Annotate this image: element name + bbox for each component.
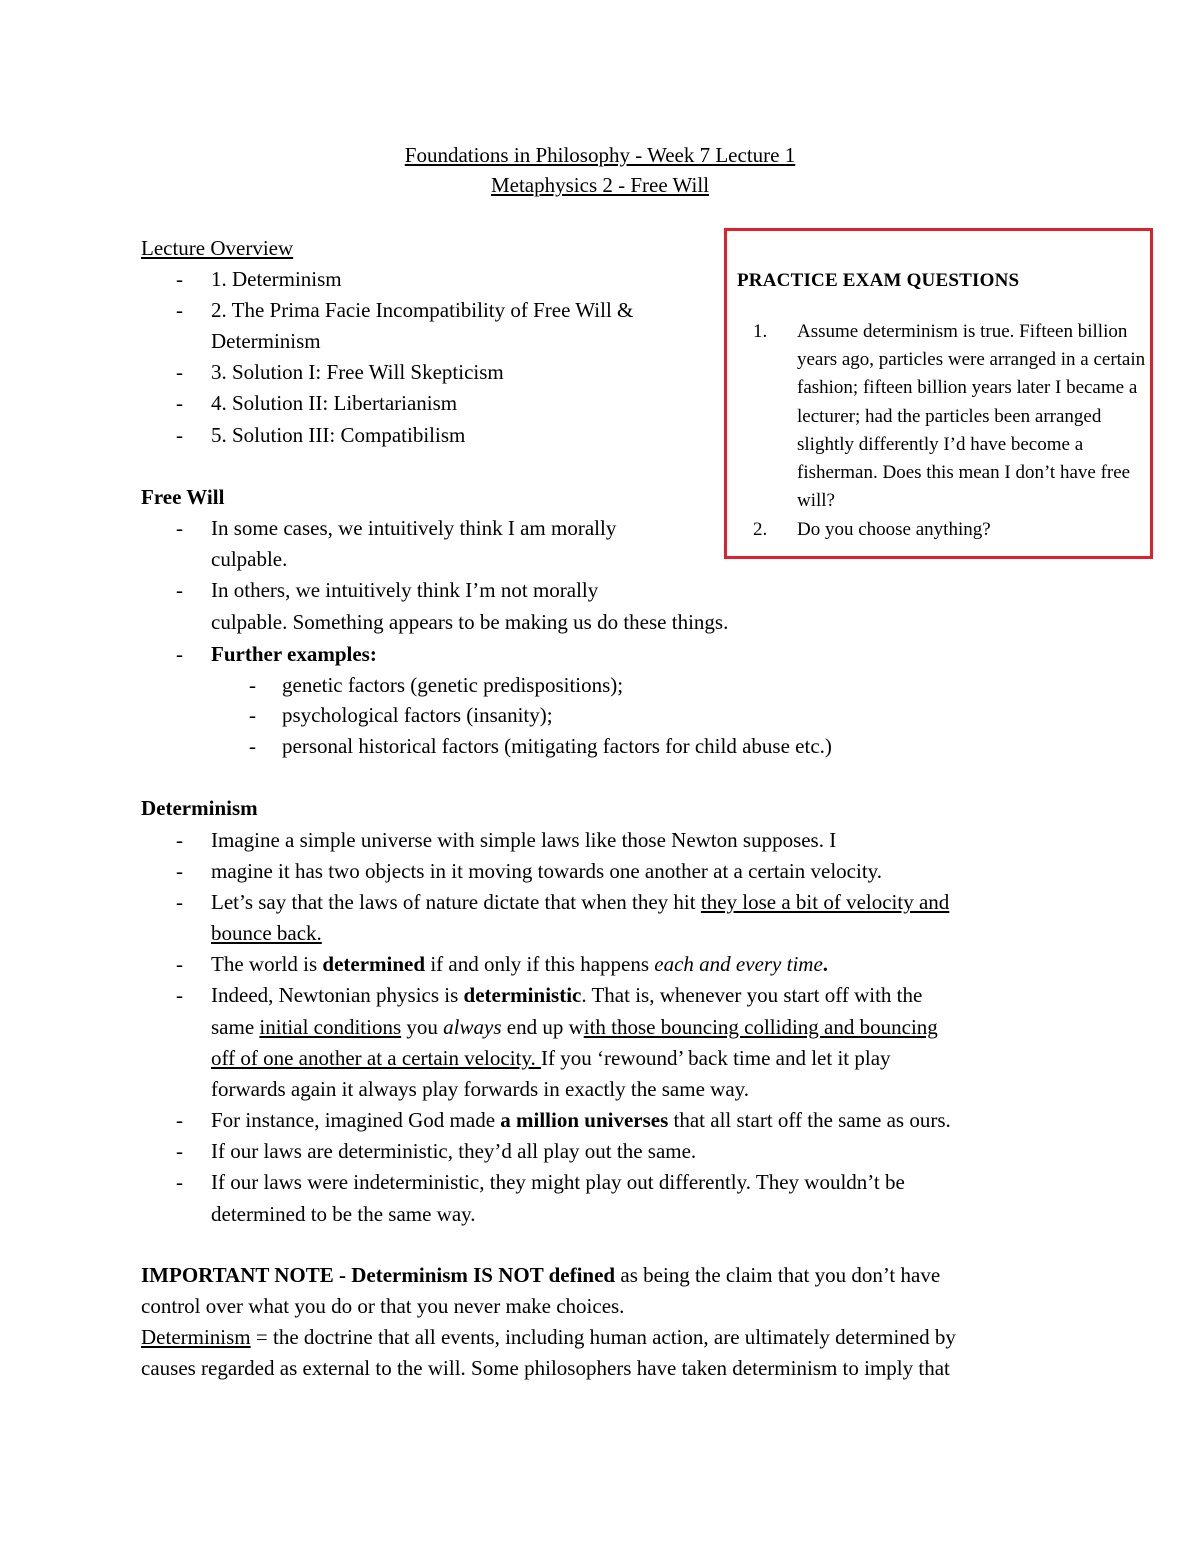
determinism-definition: causes regarded as external to the will. Some philosophers have taken determinism to imply that xyxy=(141,1356,950,1380)
determinism-point: Indeed, Newtonian physics is deterministic. That is, whenever you start off with the xyxy=(211,983,923,1007)
question-1-line: will? xyxy=(797,490,835,511)
example-item: genetic factors (genetic predispositions); xyxy=(282,673,624,697)
question-1-line: lecturer; had the particles been arranged xyxy=(797,406,1102,427)
determinism-point: If our laws were indeterministic, they might play out differently. They wouldn’t be xyxy=(211,1170,905,1194)
determinism-definition: Determinism = the doctrine that all events, including human action, are ultimately determined by xyxy=(141,1325,956,1349)
important-note: control over what you do or that you never make choices. xyxy=(141,1294,625,1318)
document-title: Foundations in Philosophy - Week 7 Lecture 1 xyxy=(404,143,796,167)
bullet-dash: - xyxy=(176,828,183,852)
determinism-point: determined to be the same way. xyxy=(211,1202,476,1226)
determinism-point: off of one another at a certain velocity. If you ‘rewound’ back time and let it play xyxy=(211,1046,891,1070)
question-1-line: fashion; fifteen billion years later I became a xyxy=(797,377,1138,398)
bullet-dash: - xyxy=(176,952,183,976)
question-2-text: Do you choose anything? xyxy=(797,519,991,540)
determinism-point: magine it has two objects in it moving towards one another at a certain velocity. xyxy=(211,859,883,883)
overview-heading: Lecture Overview xyxy=(141,236,294,260)
bullet-dash: - xyxy=(176,516,183,540)
determinism-point: Let’s say that the laws of nature dictate that when they hit they lose a bit of velocity and xyxy=(211,890,950,914)
document-subtitle: Metaphysics 2 - Free Will xyxy=(490,173,710,197)
bullet-dash: - xyxy=(176,1108,183,1132)
overview-item: 4. Solution II: Libertarianism xyxy=(211,391,458,415)
bullet-dash: - xyxy=(176,298,183,322)
example-item: psychological factors (insanity); xyxy=(282,703,553,727)
overview-item: 3. Solution I: Free Will Skepticism xyxy=(211,360,504,384)
bullet-dash: - xyxy=(176,983,183,1007)
bullet-dash: - xyxy=(176,890,183,914)
determinism-heading: Determinism xyxy=(141,796,258,820)
determinism-point: bounce back. xyxy=(211,921,322,945)
further-examples: Further examples: xyxy=(211,642,377,666)
free-will-point: In others, we intuitively think I’m not morally xyxy=(211,578,599,602)
determinism-point: Imagine a simple universe with simple laws like those Newton supposes. I xyxy=(211,828,837,852)
determinism-point: same initial conditions you always end up with those bouncing colliding and bouncing xyxy=(211,1015,938,1039)
bullet-dash: - xyxy=(176,1170,183,1194)
determinism-point: forwards again it always play forwards in exactly the same way. xyxy=(211,1077,750,1101)
overview-item: 5. Solution III: Compatibilism xyxy=(211,423,466,447)
overview-item: Determinism xyxy=(211,329,321,353)
sub-bullet-dash: - xyxy=(249,734,256,758)
question-1-line: slightly differently I’d have become a xyxy=(797,434,1084,455)
bullet-dash: - xyxy=(176,391,183,415)
question-number: 2. xyxy=(753,519,768,540)
bullet-dash: - xyxy=(176,859,183,883)
bullet-dash: - xyxy=(176,423,183,447)
question-number: 1. xyxy=(753,321,768,342)
question-1-line: Assume determinism is true. Fifteen billion xyxy=(797,321,1128,342)
sub-bullet-dash: - xyxy=(249,673,256,697)
bullet-dash: - xyxy=(176,360,183,384)
bullet-dash: - xyxy=(176,642,183,666)
example-item: personal historical factors (mitigating factors for child abuse etc.) xyxy=(282,734,832,758)
free-will-point: culpable. xyxy=(211,547,288,571)
practice-title: PRACTICE EXAM QUESTIONS xyxy=(737,270,1020,291)
question-1-line: years ago, particles were arranged in a certain xyxy=(797,349,1146,370)
free-will-point: culpable. Something appears to be making us do these things. xyxy=(211,610,729,634)
bullet-dash: - xyxy=(176,1139,183,1163)
question-1-line: fisherman. Does this mean I don’t have free xyxy=(797,462,1131,483)
practice-exam-box xyxy=(724,228,1153,559)
determinism-point: The world is determined if and only if this happens each and every time. xyxy=(211,952,829,976)
bullet-dash: - xyxy=(176,578,183,602)
determinism-point: For instance, imagined God made a million universes that all start off the same as ours. xyxy=(211,1108,951,1132)
overview-item: 2. The Prima Facie Incompatibility of Free Will & xyxy=(211,298,634,322)
overview-item: 1. Determinism xyxy=(211,267,342,291)
important-note: IMPORTANT NOTE - Determinism IS NOT defined as being the claim that you don’t have xyxy=(141,1263,941,1287)
determinism-point: If our laws are deterministic, they’d all play out the same. xyxy=(211,1139,697,1163)
bullet-dash: - xyxy=(176,267,183,291)
free-will-point: In some cases, we intuitively think I am morally xyxy=(211,516,617,540)
free-will-heading: Free Will xyxy=(141,485,225,509)
sub-bullet-dash: - xyxy=(249,703,256,727)
